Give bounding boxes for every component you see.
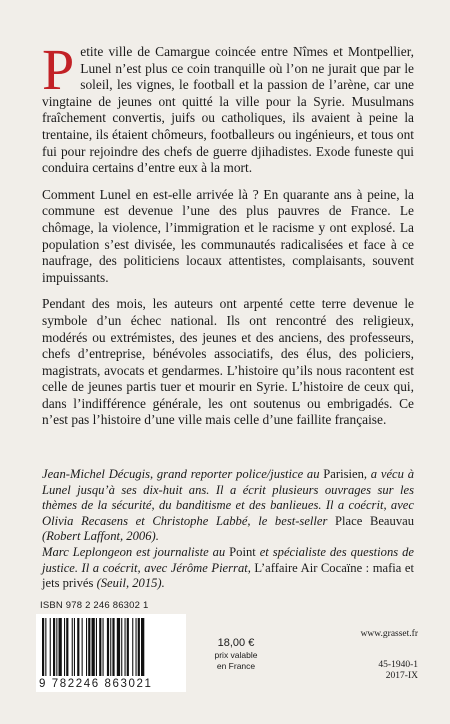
blurb-paragraph-2: Comment Lunel en est-elle arrivée là ? En quarante ans à peine, la commune est devenue l’une des plus pauvres de France. Le chômage, la violence, l’immigration et le racisme y ont explosé. La population s’est divisée, les communautés radicalisées et face à ce naufrage, des politiciens locaux attentistes, complaisants, souvent impuissants. bbox=[42, 186, 414, 285]
price: 18,00 € bbox=[217, 637, 255, 649]
price-note-1: prix valable bbox=[214, 650, 258, 660]
publisher-info bbox=[361, 629, 418, 682]
barcode-bar bbox=[59, 618, 62, 676]
blurb-paragraph-3: Pendant des mois, les auteurs ont arpenté cette terre devenue le symbole d’un échec national. Ils ont rencontré des religieux, modérés ou extrémistes, des jeunes et des anciens, des professeurs, chefs d’entreprise, bénévoles associatifs, des élus, des policiers, magistrats, avocats et gendarmes. L’histoire qu’ils nous racontent est celle de jeunes partis tuer et mourir en Syrie. L’histoire de ceux qui, dans l’indifférence générale, les ont soutenus ou embrigadés. Ce n’est pas l’histoire d’une ville mais celle d’une faillite française. bbox=[42, 296, 414, 428]
barcode-bar bbox=[53, 618, 55, 676]
blurb bbox=[42, 37, 414, 429]
barcode-bar bbox=[141, 618, 144, 676]
barcode bbox=[36, 614, 186, 692]
price-block bbox=[204, 637, 268, 671]
barcode-bar bbox=[86, 618, 87, 676]
barcode-digits: 9 782246 863021 bbox=[39, 678, 153, 690]
barcode-bar bbox=[77, 618, 79, 676]
barcode-bar bbox=[138, 618, 140, 676]
barcode-bar bbox=[121, 618, 122, 676]
author-bio-1: Jean-Michel Décugis, grand reporter police/justice au Parisien, a vécu à Lunel jusqu’à ses dix-huit ans. Il a écrit plusieurs ouvrages sur les thèmes de la sécurité, du banditisme et des banlieues. Il a coécrit, avec Olivia Recasens et Christophe Labbé, le best-seller Place Beauvau (Robert Laffont, 2006). bbox=[42, 467, 414, 544]
barcode-bar bbox=[92, 618, 95, 676]
barcode-bar bbox=[66, 618, 68, 676]
ref-2: 2017-IX bbox=[385, 671, 418, 681]
author-bio-2: Marc Leplongeon est journaliste au Point et spécialiste des questions de justice. Il a coécrit, avec Jérôme Pierrat, L’affaire Air Cocaïne : mafia et jets privés (Seuil, 2015). bbox=[42, 544, 414, 591]
ref-1: 45-1940-1 bbox=[378, 660, 418, 670]
barcode-icon bbox=[42, 618, 180, 678]
barcode-bar bbox=[125, 618, 126, 676]
barcode-bar bbox=[45, 618, 46, 676]
barcode-bar bbox=[132, 618, 133, 676]
barcode-bar bbox=[64, 618, 65, 676]
barcode-bar bbox=[103, 618, 104, 676]
barcode-bar bbox=[88, 618, 90, 676]
barcode-bar bbox=[74, 618, 75, 676]
barcode-bar bbox=[82, 618, 83, 676]
barcode-bar bbox=[112, 618, 114, 676]
barcode-bar bbox=[56, 618, 57, 676]
barcode-bar bbox=[99, 618, 101, 676]
barcode-bar bbox=[72, 618, 73, 676]
barcode-bar bbox=[117, 618, 120, 676]
barcode-bar bbox=[50, 618, 51, 676]
price-note-2: en France bbox=[216, 660, 256, 671]
website: www.grasset.fr bbox=[360, 629, 418, 639]
barcode-bar bbox=[107, 618, 109, 676]
blurb-paragraph-1: Petite ville de Camargue coincée entre Nîmes et Montpellier, Lunel n’est plus ce coin tranquille où l’on ne jurait que par le soleil, les vignes, le football et la passion de l’arène, car une vingtaine de jeunes ont quitté la ville pour la Syrie. Musulmans fraîchement convertis, juifs ou catholiques, ils avaient à peine la trentaine, ils étaient chômeurs, footballeurs ou ingénieurs, et tous ont fui pour rejoindre des chefs de guerre djihadistes. Exode funeste qui conduira certains d’entre eux à la mort. bbox=[42, 37, 414, 176]
barcode-bar bbox=[110, 618, 111, 676]
drop-cap: P bbox=[42, 37, 75, 102]
barcode-bar bbox=[136, 618, 137, 676]
isbn-label: ISBN 978 2 246 86302 1 bbox=[40, 600, 149, 611]
barcode-bar bbox=[96, 618, 97, 676]
barcode-bar bbox=[127, 618, 129, 676]
barcode-bar bbox=[42, 618, 44, 676]
authors-bio bbox=[42, 467, 414, 592]
